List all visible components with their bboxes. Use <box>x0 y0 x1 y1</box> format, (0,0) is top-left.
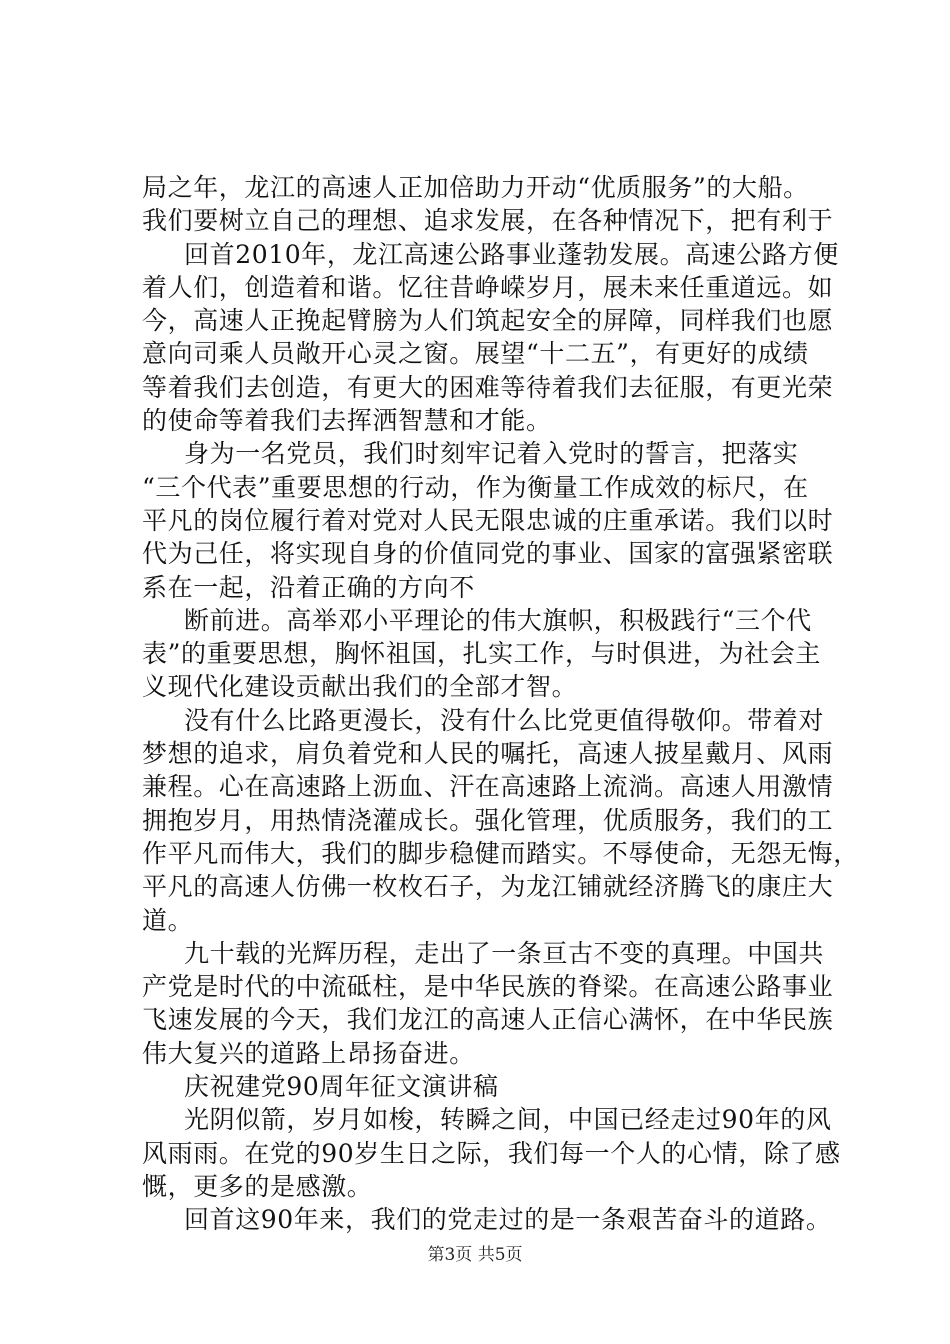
page-footer: 第3页 共5页 <box>427 1245 523 1265</box>
text-line: 兼程。心在高速路上沥血、汗在高速路上流淌。高速人用激情 <box>142 772 834 802</box>
text-line: 伟大复兴的道路上昂扬奋进。 <box>142 1038 475 1068</box>
text-line: 身为一名党员，我们时刻牢记着入党时的誓言，把落实 <box>184 439 799 469</box>
text-line: 没有什么比路更漫长，没有什么比党更值得敬仰。带着对 <box>184 705 825 735</box>
text-line: 平凡的岗位履行着对党对人民无限忠诚的庄重承诺。我们以时 <box>142 505 834 535</box>
text-line: 系在一起，沿着正确的方向不 <box>142 572 475 602</box>
text-line: 局之年，龙江的高速人正加倍助力开动“优质服务”的大船。 <box>142 173 809 202</box>
text-line: 光阴似箭，岁月如梭，转瞬之间，中国已经走过90年的风 <box>184 1105 832 1135</box>
text-line: 道。 <box>142 905 194 935</box>
text-line: 九十载的光辉历程，走出了一条亘古不变的真理。中国共 <box>184 938 825 968</box>
text-line: 的使命等着我们去挥洒智慧和才能。 <box>142 406 552 436</box>
text-line: 着人们，创造着和谐。忆往昔峥嵘岁月，展未来任重道远。如 <box>142 272 834 302</box>
text-line: 义现代化建设贡献出我们的全部才智。 <box>142 672 578 702</box>
text-line: 平凡的高速人仿佛一枚枚石子，为龙江铺就经济腾飞的康庄大 <box>142 872 834 902</box>
text-line: “三个代表”重要思想的行动，作为衡量工作成效的标尺，在 <box>142 472 809 502</box>
text-line: 今，高速人正挽起臂膀为人们筑起安全的屏障，同样我们也愿 <box>142 306 834 336</box>
text-line: 梦想的追求，肩负着党和人民的嘱托，高速人披星戴月、风雨 <box>142 739 834 769</box>
text-line: 风雨雨。在党的90岁生日之际，我们每一个人的心情，除了感 <box>142 1138 841 1168</box>
text-line: 代为己任，将实现自身的价值同党的事业、国家的富强紧密联 <box>142 539 834 569</box>
text-line: 慨，更多的是感激。 <box>142 1171 373 1201</box>
text-line: 产党是时代的中流砥柱，是中华民族的脊梁。在高速公路事业 <box>142 972 834 1002</box>
text-line: 等着我们去创造，有更大的困难等待着我们去征服，有更光荣 <box>142 372 834 402</box>
text-line: 意向司乘人员敞开心灵之窗。展望“十二五”，有更好的成绩 <box>142 339 809 369</box>
text-line: 拥抱岁月，用热情浇灌成长。强化管理，优质服务，我们的工 <box>142 805 834 835</box>
text-line: 作平凡而伟大，我们的脚步稳健而踏实。不辱使命，无怨无悔， <box>142 838 859 868</box>
document-body <box>142 171 859 1237</box>
text-line: 飞速发展的今天，我们龙江的高速人正信心满怀，在中华民族 <box>142 1005 834 1035</box>
text-line: 断前进。高举邓小平理论的伟大旗帜，积极践行“三个代 <box>184 605 812 635</box>
text-line: 回首2010年，龙江高速公路事业蓬勃发展。高速公路方便 <box>184 239 839 269</box>
text-line: 表”的重要思想，胸怀祖国，扎实工作，与时俱进，为社会主 <box>142 639 821 669</box>
text-line: 我们要树立自己的理想、追求发展，在各种情况下，把有利于 <box>142 206 834 236</box>
text-line: 庆祝建党90周年征文演讲稿 <box>184 1072 499 1102</box>
text-line: 回首这90年来，我们的党走过的是一条艰苦奋斗的道路。 <box>184 1205 832 1235</box>
